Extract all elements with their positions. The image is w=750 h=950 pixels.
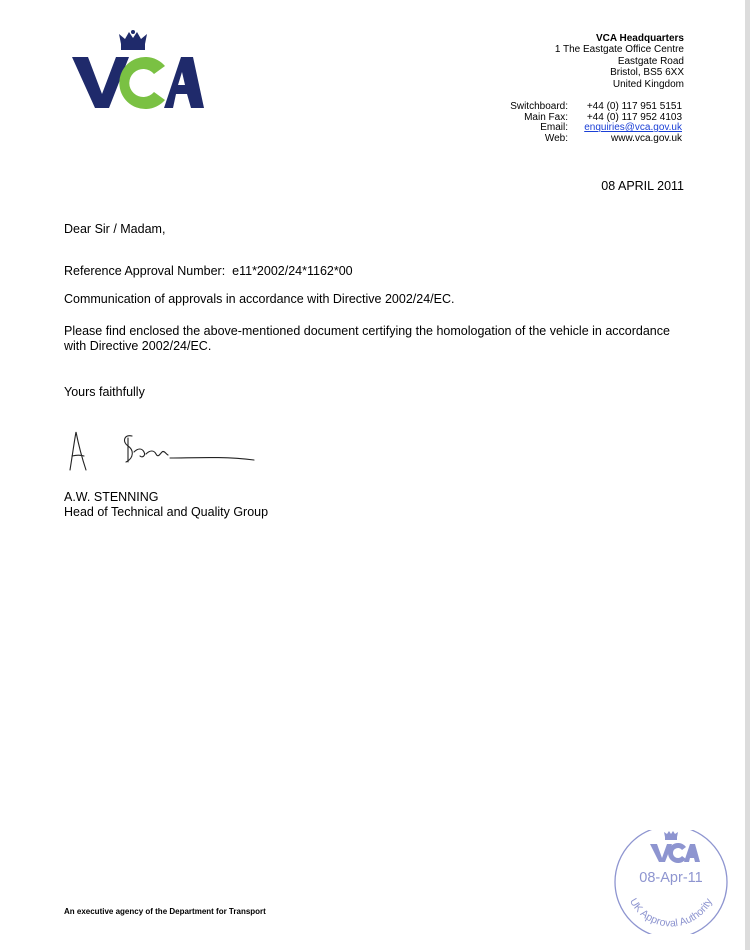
address-line: 1 The Eastgate Office Centre xyxy=(554,44,684,56)
signature xyxy=(62,428,262,476)
signer-name: A.W. STENNING xyxy=(64,490,159,504)
footer-text: An executive agency of the Department for Transport xyxy=(64,907,266,916)
contact-details xyxy=(496,102,682,144)
contact-row-switchboard: Switchboard: +44 (0) 117 951 5151 xyxy=(510,101,682,112)
headquarters-address xyxy=(555,33,684,90)
reference-number: Reference Approval Number: e11*2002/24*1162*00 xyxy=(64,264,353,278)
contact-row-email: Email: enquiries@vca.gov.uk xyxy=(540,122,682,133)
address-line: United Kingdom xyxy=(612,78,684,90)
stamp-logo xyxy=(650,831,700,863)
letter-date: 08 APRIL 2011 xyxy=(601,179,684,193)
address-line: Eastgate Road xyxy=(617,55,684,67)
salutation: Dear Sir / Madam, xyxy=(64,222,166,236)
communication-line: Communication of approvals in accordance with Directive 2002/24/EC. xyxy=(64,292,455,306)
stamp-date: 08-Apr-11 xyxy=(639,870,703,886)
contact-row-web: Web: www.vca.gov.uk xyxy=(544,132,682,144)
signer-title: Head of Technical and Quality Group xyxy=(64,504,269,519)
crown-icon xyxy=(119,30,147,50)
page-edge xyxy=(745,0,750,950)
signer-block xyxy=(64,490,268,519)
vca-logo xyxy=(72,30,204,112)
approval-stamp xyxy=(612,830,730,934)
contact-row-fax: Main Fax: +44 (0) 117 952 4103 xyxy=(524,111,682,123)
address-line: Bristol, BS5 6XX xyxy=(610,67,684,79)
stamp-arc-text: UK Approval Authority xyxy=(627,896,715,930)
org-name: VCA Headquarters xyxy=(596,33,684,44)
body-paragraph: Please find enclosed the above-mentioned document certifying the homologation of the vehicle in accordance with Directive 2002/24/EC. xyxy=(64,324,670,353)
closing: Yours faithfully xyxy=(64,385,145,399)
email-link[interactable]: enquiries@vca.gov.uk xyxy=(584,122,682,133)
